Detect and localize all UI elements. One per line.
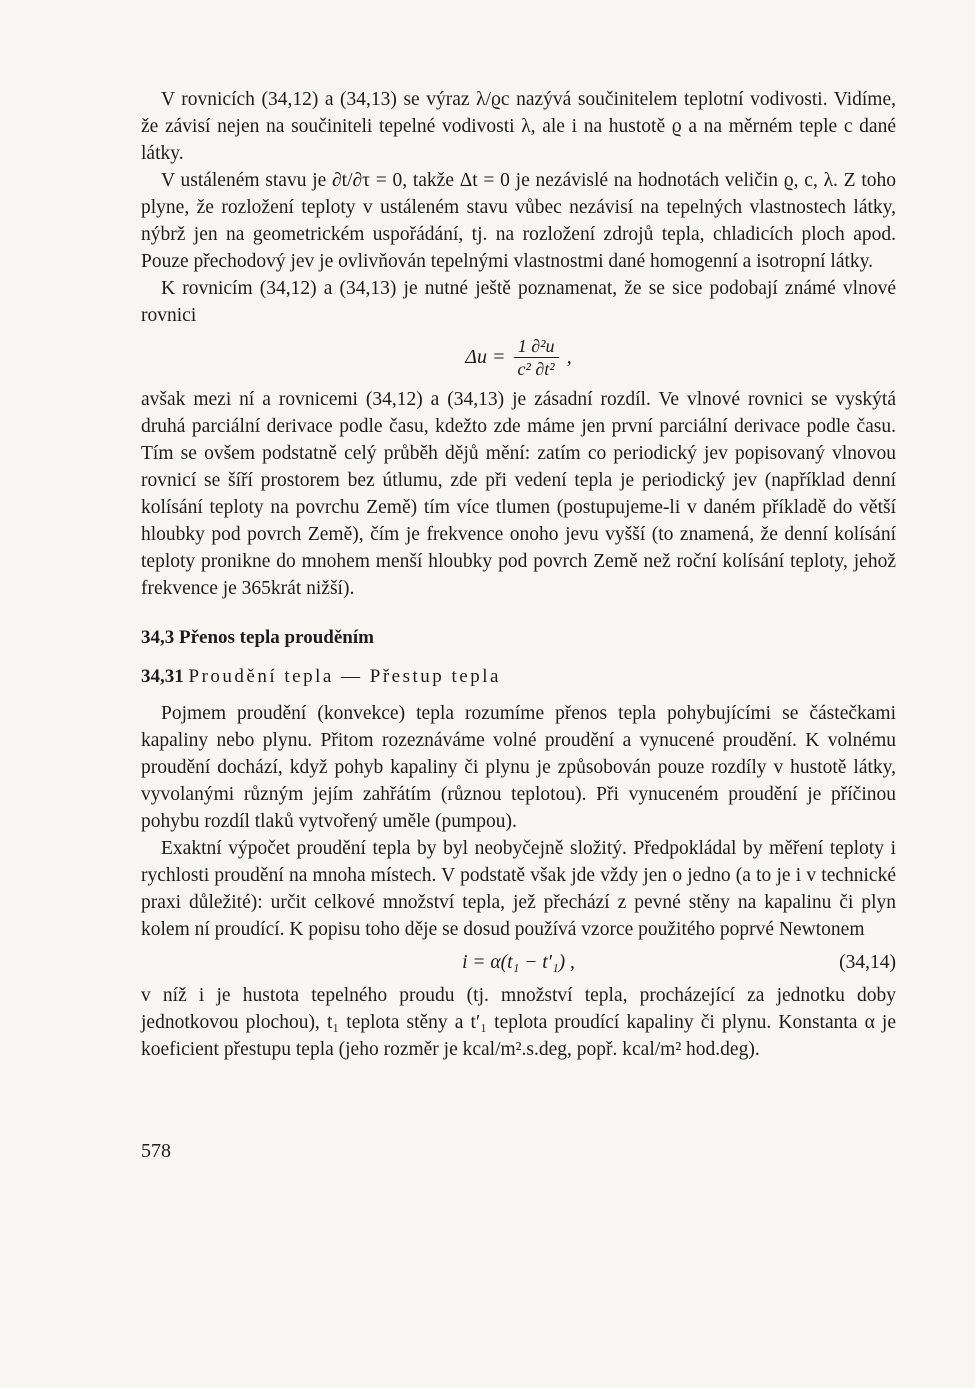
wave-equation [141,335,896,380]
wave-equation-fraction [514,335,559,380]
paragraph-7: v níž i je hustota tepelného proudu (tj. množství tepla, procházející za jednotku doby jednotkovou plochou), t₁ teplota stěny a t′₁ teplota proudící kapaliny či plynu. Konstanta α je koeficient přestupu tepla (jeho rozměr je kcal/m².s.deg, popř. kcal/m² hod.deg). [141,985,896,1060]
paragraph-5: Pojmem proudění (konvekce) tepla rozumíme přenos tepla pohybujícími se částečkami kapaliny nebo plynu. Přitom rozeznáváme volné proudění a vynucené proudění. K volnému proudění dochází, když pohyb kapaliny či plynu je způsobován pouze rozdíly v hustotě látky, vyvolanými různým jejím zahřátím (různou teplotou). Při vynuceném proudění je příčinou pohybu rozdíl tlaků vytvořený uměle (pumpou). [141,703,896,832]
paragraph-6: Exaktní výpočet proudění tepla by byl neobyčejně složitý. Předpokládal by měření teploty i rychlosti proudění na mnoha místech. V podstatě však jde vždy jen o jedno (a to je i v technické praxi důležité): určit celkové množství tepla, jež přechází z pevné stěny na kapalinu či plyn kolem ní proudící. K popisu toho děje se dosud používá vzorce použitého poprvé Newtonem [141,838,896,940]
wave-equation-lhs: Δu = [465,346,506,368]
subsection-title: Proudění tepla — Přestup tepla [188,666,501,687]
section-heading [141,624,896,651]
subsection-heading [141,663,896,690]
subsection-number: 34,31 [141,666,184,687]
paragraph-2: V ustáleném stavu je ∂t/∂τ = 0, takže Δt = 0 je nezávislé na hodnotách veličin ϱ, c, λ. Z toho plyne, že rozložení teploty v ustáleném stavu vůbec nezávisí na tepelných vlastnostech látky, nýbrž jen na geometrickém uspořádání, tj. na rozložení zdrojů tepla, chladicích ploch apod. Pouze přechodový jev je ovlivňován tepelnými vlastnostmi dané homogenní a isotropní látky. [141,170,896,272]
paragraph-1: V rovnicích (34,12) a (34,13) se výraz λ/ϱc nazývá součinitelem teplotní vodivosti. Vidíme, že závisí nejen na součiniteli tepelné vodivosti λ, ale i na hustotě ϱ a na měrném teple c dané látky. [141,89,896,164]
newton-equation-number: (34,14) [839,952,896,973]
main-text [141,86,896,1063]
newton-equation [141,949,896,976]
page-number: 578 [141,1140,171,1162]
section-number: 34,3 [141,627,175,648]
wave-equation-numerator: 1 ∂²u [514,335,559,358]
paragraph-4: avšak mezi ní a rovnicemi (34,12) a (34,13) je zásadní rozdíl. Ve vlnové rovnici se vyskýtá druhá parciální derivace podle času, kdežto zde máme jen první parciální derivace podle času. Tím se ovšem podstatně celý průběh dějů mění: zatím co periodický jev popisovaný vlnovou rovnicí se šíří prostorem bez útlumu, zde při vedení tepla je periodický jev (například denní kolísání teploty na povrchu Země) tím více tlumen (postupujeme-li v daném příkladě do větší hloubky pod povrch Země), čím je frekvence onoho jevu vyšší (to znamená, že denní kolísání teploty pronikne do mnohem menší hloubky pod povrch Země než roční kolísání teploty, jehož frekvence je 365krát nižší). [141,389,896,599]
section-title: Přenos tepla prouděním [179,627,374,648]
wave-equation-tail: , [566,346,572,368]
wave-equation-denominator: c² ∂t² [517,359,555,379]
newton-equation-formula: i = α(t₁ − t′₁) , [462,952,575,973]
paragraph-3: K rovnicím (34,12) a (34,13) je nutné ještě poznamenat, že se sice podobají známé vlnové rovnici [141,278,896,326]
